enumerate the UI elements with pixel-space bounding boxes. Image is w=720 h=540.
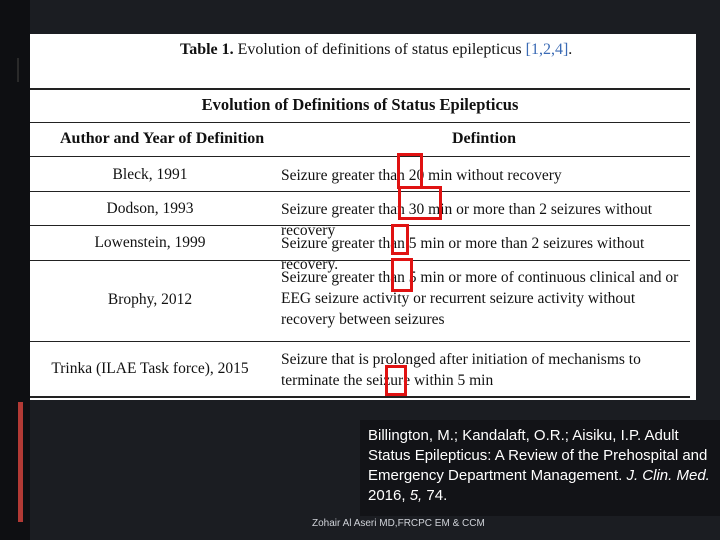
row-author: Bleck, 1991	[112, 166, 188, 183]
caption-refs: [1,2,4]	[525, 41, 569, 58]
footer-author: Zohair Al Aseri MD,FRCPC EM & CCM	[312, 518, 485, 529]
left-band	[0, 0, 30, 540]
table-title: Evolution of Definitions of Status Epilepticus	[201, 95, 519, 114]
reference-page: 74.	[426, 487, 448, 504]
row-definition: Seizure greater than 5 min or more than 2 seizures without recovery.	[281, 235, 645, 273]
caption-label: Table 1.	[180, 41, 234, 58]
header-definition: Defintion	[452, 130, 516, 147]
caption-text: Evolution of definitions of status epilepticus	[237, 41, 522, 58]
reference-box	[360, 420, 720, 516]
row-rule	[30, 341, 690, 342]
reference-authors: Billington, M.; Kandalaft, O.R.; Aisiku, I.P.	[368, 427, 642, 444]
table-bottom-rule	[30, 396, 690, 398]
reference-year: 2016,	[368, 487, 406, 504]
title-rule	[30, 122, 690, 123]
highlight-box	[385, 365, 407, 396]
header-rule	[30, 156, 690, 157]
caption-end: .	[568, 41, 573, 58]
row-definition: Seizure greater than 5 min or more of continuous clinical and or EEG seizure activity or recurrent seizure activity without recovery between seizures	[281, 269, 679, 328]
highlight-box	[398, 186, 442, 220]
accent-bar	[18, 402, 23, 522]
table-caption	[180, 41, 572, 59]
reference-volume: 5,	[409, 487, 423, 504]
row-rule	[30, 191, 690, 192]
row-definition: Seizure greater than 20 min without recovery	[281, 167, 562, 184]
row-definition: Seizure greater than 30 min or more than 2 seizures without recovery	[281, 201, 653, 239]
reference-journal: J. Clin. Med.	[626, 467, 710, 484]
row-author: Trinka (ILAE Task force), 2015	[51, 360, 249, 377]
row-author: Lowenstein, 1999	[94, 234, 206, 251]
row-definition: Seizure that is prolonged after initiation of mechanisms to terminate the seizure within 5 min	[281, 351, 641, 389]
reference-title: Adult Status Epilepticus: A Review of the Prehospital and Emergency Department Management.	[368, 427, 708, 484]
row-author: Dodson, 1993	[106, 200, 194, 217]
table-top-rule	[30, 88, 690, 90]
highlight-box	[391, 258, 413, 292]
highlight-box	[391, 224, 409, 255]
divider-mark	[17, 58, 19, 82]
row-author: Brophy, 2012	[107, 291, 193, 308]
highlight-box	[397, 153, 423, 189]
header-author: Author and Year of Definition	[60, 130, 265, 147]
